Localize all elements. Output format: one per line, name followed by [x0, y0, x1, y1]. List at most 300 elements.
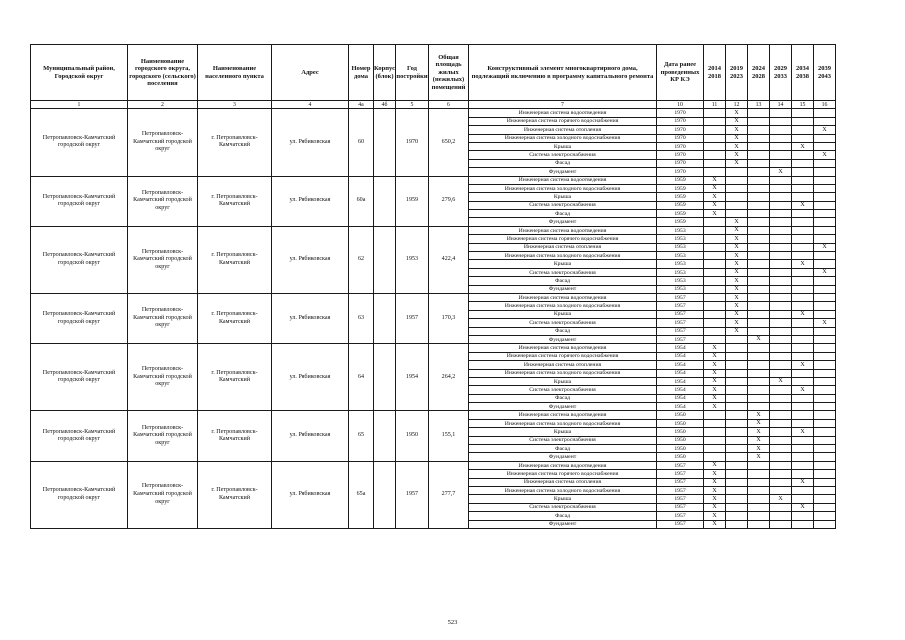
element-name-cell: Система электроснабжения — [469, 436, 657, 444]
period-mark-cell — [770, 193, 792, 201]
period-mark-cell — [770, 470, 792, 478]
header-period-2039: 2039 2043 — [814, 45, 836, 101]
period-mark-cell — [726, 520, 748, 528]
element-name-cell: Инженерная система холодного водоснабжения — [469, 134, 657, 142]
settlement-cell: Петропавловск-Камчатский городской округ — [128, 411, 198, 461]
period-mark-cell — [792, 495, 814, 503]
prev-date-cell: 1954 — [657, 344, 704, 352]
prev-date-cell: 1953 — [657, 260, 704, 268]
period-mark-cell — [792, 235, 814, 243]
period-mark-cell — [770, 520, 792, 528]
period-mark-cell — [792, 168, 814, 176]
element-name-cell: Инженерная система водоотведения — [469, 226, 657, 234]
period-mark-cell — [704, 126, 726, 134]
period-mark-cell: X — [704, 495, 726, 503]
period-mark-cell — [792, 327, 814, 335]
block-cell — [374, 461, 396, 528]
header-area: Общая площадь жилых (нежилых) помещений — [429, 45, 469, 101]
capital-repair-table — [30, 44, 836, 529]
house-number-cell: 60 — [349, 109, 374, 176]
period-mark-cell — [770, 352, 792, 360]
locality-cell: г. Петропавловск-Камчатский — [198, 226, 272, 293]
period-mark-cell — [792, 117, 814, 125]
period-mark-cell — [748, 210, 770, 218]
period-mark-cell — [704, 134, 726, 142]
period-mark-cell: X — [814, 151, 836, 159]
period-mark-cell — [814, 436, 836, 444]
period-mark-cell: X — [814, 319, 836, 327]
period-mark-cell — [770, 293, 792, 301]
period-mark-cell — [726, 436, 748, 444]
settlement-cell: Петропавловск-Камчатский городской округ — [128, 461, 198, 528]
period-mark-cell — [748, 142, 770, 150]
block-cell — [374, 344, 396, 411]
period-mark-cell — [770, 445, 792, 453]
period-mark-cell — [770, 344, 792, 352]
period-mark-cell — [726, 503, 748, 511]
column-number: 4а — [349, 101, 374, 109]
period-mark-cell — [726, 168, 748, 176]
header-period-2034: 2034 2038 — [792, 45, 814, 101]
block-cell — [374, 109, 396, 176]
period-mark-cell: X — [748, 411, 770, 419]
prev-date-cell: 1970 — [657, 168, 704, 176]
period-mark-cell — [792, 268, 814, 276]
period-mark-cell — [770, 117, 792, 125]
period-mark-cell: X — [726, 310, 748, 318]
period-mark-cell — [748, 252, 770, 260]
period-mark-cell — [748, 403, 770, 411]
period-mark-cell — [770, 369, 792, 377]
period-mark-cell — [792, 486, 814, 494]
element-name-cell: Инженерная система горячего водоснабжения — [469, 235, 657, 243]
period-mark-cell: X — [726, 268, 748, 276]
locality-cell: г. Петропавловск-Камчатский — [198, 109, 272, 176]
header-element: Конструктивный элемент многоквартирного дома, подлежащий включению в программу капитального ремонта — [469, 45, 657, 101]
period-mark-cell — [814, 503, 836, 511]
house-number-cell: 65а — [349, 461, 374, 528]
period-mark-cell: X — [704, 403, 726, 411]
element-name-cell: Фундамент — [469, 218, 657, 226]
element-name-cell: Система электроснабжения — [469, 503, 657, 511]
period-mark-cell — [748, 386, 770, 394]
period-mark-cell — [814, 235, 836, 243]
column-number: 2 — [128, 101, 198, 109]
table-row — [31, 176, 836, 184]
column-number: 3 — [198, 101, 272, 109]
period-mark-cell: X — [792, 260, 814, 268]
period-mark-cell — [748, 109, 770, 117]
period-mark-cell — [814, 386, 836, 394]
period-mark-cell — [814, 310, 836, 318]
house-number-cell: 62 — [349, 226, 374, 293]
prev-date-cell: 1953 — [657, 235, 704, 243]
period-mark-cell — [814, 159, 836, 167]
period-mark-cell — [748, 344, 770, 352]
column-number: 12 — [726, 101, 748, 109]
element-name-cell: Инженерная система водоотведения — [469, 293, 657, 301]
block-cell — [374, 176, 396, 226]
period-mark-cell: X — [704, 344, 726, 352]
period-mark-cell — [814, 201, 836, 209]
prev-date-cell: 1959 — [657, 218, 704, 226]
period-mark-cell — [704, 302, 726, 310]
period-mark-cell — [748, 168, 770, 176]
period-mark-cell — [704, 235, 726, 243]
period-mark-cell — [704, 285, 726, 293]
block-cell — [374, 293, 396, 343]
period-mark-cell — [748, 352, 770, 360]
element-name-cell: Инженерная система холодного водоснабжения — [469, 184, 657, 192]
element-name-cell: Фасад — [469, 327, 657, 335]
period-mark-cell — [814, 377, 836, 385]
period-mark-cell: X — [704, 520, 726, 528]
page-number: 523 — [447, 619, 458, 626]
period-mark-cell: X — [726, 302, 748, 310]
element-name-cell: Инженерная система горячего водоснабжения — [469, 352, 657, 360]
prev-date-cell: 1957 — [657, 327, 704, 335]
period-mark-cell — [792, 210, 814, 218]
column-number: 14 — [770, 101, 792, 109]
period-mark-cell — [726, 210, 748, 218]
period-mark-cell — [770, 386, 792, 394]
column-number: 4б — [374, 101, 396, 109]
element-name-cell: Инженерная система холодного водоснабжения — [469, 302, 657, 310]
period-mark-cell — [748, 377, 770, 385]
year-built-cell: 1959 — [396, 176, 429, 226]
district-cell: Петропавловск-Камчатский городской округ — [31, 344, 128, 411]
period-mark-cell — [792, 319, 814, 327]
period-mark-cell — [814, 344, 836, 352]
period-mark-cell — [748, 235, 770, 243]
period-mark-cell: X — [704, 478, 726, 486]
prev-date-cell: 1957 — [657, 302, 704, 310]
period-mark-cell — [726, 411, 748, 419]
prev-date-cell: 1950 — [657, 428, 704, 436]
period-mark-cell — [726, 361, 748, 369]
settlement-cell: Петропавловск-Камчатский городской округ — [128, 293, 198, 343]
period-mark-cell — [770, 210, 792, 218]
period-mark-cell: X — [704, 184, 726, 192]
element-name-cell: Инженерная система отопления — [469, 126, 657, 134]
period-mark-cell — [770, 285, 792, 293]
period-mark-cell: X — [726, 235, 748, 243]
address-cell: ул. Рябиковская — [272, 293, 349, 343]
prev-date-cell: 1959 — [657, 193, 704, 201]
period-mark-cell — [770, 243, 792, 251]
period-mark-cell — [814, 486, 836, 494]
house-number-cell: 60а — [349, 176, 374, 226]
period-mark-cell — [726, 352, 748, 360]
period-mark-cell — [770, 252, 792, 260]
prev-date-cell: 1954 — [657, 403, 704, 411]
table-row — [31, 461, 836, 469]
period-mark-cell: X — [748, 445, 770, 453]
period-mark-cell: X — [748, 419, 770, 427]
period-mark-cell — [814, 226, 836, 234]
period-mark-cell: X — [704, 193, 726, 201]
period-mark-cell: X — [704, 461, 726, 469]
element-name-cell: Фундамент — [469, 285, 657, 293]
period-mark-cell: X — [748, 436, 770, 444]
block-cell — [374, 226, 396, 293]
period-mark-cell: X — [726, 226, 748, 234]
element-name-cell: Инженерная система горячего водоснабжения — [469, 470, 657, 478]
period-mark-cell — [814, 252, 836, 260]
prev-date-cell: 1957 — [657, 478, 704, 486]
period-mark-cell — [770, 503, 792, 511]
block-cell — [374, 411, 396, 461]
period-mark-cell — [792, 277, 814, 285]
period-mark-cell — [704, 319, 726, 327]
prev-date-cell: 1957 — [657, 461, 704, 469]
locality-cell: г. Петропавловск-Камчатский — [198, 293, 272, 343]
table-header — [31, 45, 836, 109]
element-name-cell: Инженерная система отопления — [469, 478, 657, 486]
period-mark-cell — [748, 159, 770, 167]
header-prev-date: Дата ранее проведенных КР КЭ — [657, 45, 704, 101]
period-mark-cell — [814, 277, 836, 285]
address-cell: ул. Рябиковская — [272, 344, 349, 411]
period-mark-cell — [726, 478, 748, 486]
period-mark-cell — [792, 403, 814, 411]
period-mark-cell: X — [726, 142, 748, 150]
column-number: 11 — [704, 101, 726, 109]
prev-date-cell: 1959 — [657, 176, 704, 184]
column-number: 5 — [396, 101, 429, 109]
period-mark-cell: X — [704, 369, 726, 377]
year-built-cell: 1970 — [396, 109, 429, 176]
district-cell: Петропавловск-Камчатский городской округ — [31, 109, 128, 176]
period-mark-cell: X — [704, 176, 726, 184]
prev-date-cell: 1970 — [657, 117, 704, 125]
period-mark-cell — [792, 126, 814, 134]
period-mark-cell — [704, 142, 726, 150]
header-period-2014: 2014 2018 — [704, 45, 726, 101]
table-row — [31, 109, 836, 117]
period-mark-cell — [814, 184, 836, 192]
period-mark-cell — [704, 310, 726, 318]
prev-date-cell: 1970 — [657, 134, 704, 142]
period-mark-cell — [770, 478, 792, 486]
locality-cell: г. Петропавловск-Камчатский — [198, 461, 272, 528]
header-period-2019: 2019 2023 — [726, 45, 748, 101]
period-mark-cell — [748, 277, 770, 285]
period-mark-cell — [770, 335, 792, 343]
column-number: 13 — [748, 101, 770, 109]
period-mark-cell — [704, 117, 726, 125]
prev-date-cell: 1957 — [657, 520, 704, 528]
prev-date-cell: 1970 — [657, 126, 704, 134]
table-body — [31, 109, 836, 529]
period-mark-cell — [748, 226, 770, 234]
period-mark-cell: X — [704, 486, 726, 494]
period-mark-cell — [814, 293, 836, 301]
period-mark-cell: X — [704, 210, 726, 218]
period-mark-cell — [814, 428, 836, 436]
element-name-cell: Фундамент — [469, 168, 657, 176]
address-cell: ул. Рябиковская — [272, 461, 349, 528]
period-mark-cell — [814, 285, 836, 293]
period-mark-cell — [770, 226, 792, 234]
element-name-cell: Инженерная система холодного водоснабжения — [469, 419, 657, 427]
prev-date-cell: 1957 — [657, 335, 704, 343]
period-mark-cell — [814, 193, 836, 201]
period-mark-cell — [792, 344, 814, 352]
period-mark-cell — [704, 277, 726, 285]
period-mark-cell — [814, 142, 836, 150]
period-mark-cell — [814, 352, 836, 360]
period-mark-cell — [748, 218, 770, 226]
period-mark-cell: X — [748, 428, 770, 436]
year-built-cell: 1957 — [396, 293, 429, 343]
period-mark-cell — [814, 478, 836, 486]
period-mark-cell — [770, 277, 792, 285]
period-mark-cell — [704, 168, 726, 176]
period-mark-cell: X — [814, 126, 836, 134]
period-mark-cell: X — [726, 151, 748, 159]
period-mark-cell — [814, 419, 836, 427]
element-name-cell: Инженерная система горячего водоснабжения — [469, 117, 657, 125]
element-name-cell: Крыша — [469, 428, 657, 436]
period-mark-cell — [814, 176, 836, 184]
period-mark-cell — [726, 486, 748, 494]
period-mark-cell — [770, 201, 792, 209]
period-mark-cell — [770, 394, 792, 402]
address-cell: ул. Рябиковская — [272, 109, 349, 176]
period-mark-cell — [726, 453, 748, 461]
address-cell: ул. Рябиковская — [272, 226, 349, 293]
period-mark-cell: X — [792, 361, 814, 369]
period-mark-cell — [792, 419, 814, 427]
period-mark-cell: X — [704, 503, 726, 511]
prev-date-cell: 1953 — [657, 277, 704, 285]
period-mark-cell — [814, 168, 836, 176]
period-mark-cell — [792, 109, 814, 117]
element-name-cell: Фасад — [469, 445, 657, 453]
period-mark-cell — [704, 268, 726, 276]
column-number: 4 — [272, 101, 349, 109]
element-name-cell: Инженерная система отопления — [469, 361, 657, 369]
period-mark-cell — [792, 436, 814, 444]
area-cell: 264,2 — [429, 344, 469, 411]
period-mark-cell — [770, 235, 792, 243]
period-mark-cell: X — [726, 243, 748, 251]
period-mark-cell — [726, 445, 748, 453]
column-number: 15 — [792, 101, 814, 109]
period-mark-cell: X — [726, 319, 748, 327]
period-mark-cell: X — [704, 352, 726, 360]
period-mark-cell — [770, 436, 792, 444]
element-name-cell: Крыша — [469, 142, 657, 150]
period-mark-cell — [814, 403, 836, 411]
period-mark-cell — [748, 319, 770, 327]
period-mark-cell — [792, 369, 814, 377]
period-mark-cell — [748, 293, 770, 301]
period-mark-cell — [792, 184, 814, 192]
period-mark-cell: X — [792, 428, 814, 436]
prev-date-cell: 1957 — [657, 486, 704, 494]
period-mark-cell — [814, 210, 836, 218]
prev-date-cell: 1957 — [657, 310, 704, 318]
period-mark-cell — [770, 134, 792, 142]
settlement-cell: Петропавловск-Камчатский городской округ — [128, 344, 198, 411]
period-mark-cell — [748, 260, 770, 268]
prev-date-cell: 1953 — [657, 252, 704, 260]
period-mark-cell — [770, 411, 792, 419]
period-mark-cell — [726, 470, 748, 478]
period-mark-cell: X — [792, 503, 814, 511]
period-mark-cell: X — [726, 293, 748, 301]
element-name-cell: Инженерная система водоотведения — [469, 109, 657, 117]
element-name-cell: Система электроснабжения — [469, 151, 657, 159]
period-mark-cell: X — [792, 386, 814, 394]
period-mark-cell — [770, 361, 792, 369]
district-cell: Петропавловск-Камчатский городской округ — [31, 411, 128, 461]
period-mark-cell: X — [726, 109, 748, 117]
period-mark-cell — [770, 486, 792, 494]
prev-date-cell: 1953 — [657, 243, 704, 251]
period-mark-cell — [726, 201, 748, 209]
house-number-cell: 63 — [349, 293, 374, 343]
element-name-cell: Инженерная система холодного водоснабжения — [469, 252, 657, 260]
address-cell: ул. Рябиковская — [272, 411, 349, 461]
period-mark-cell — [748, 176, 770, 184]
element-name-cell: Крыша — [469, 310, 657, 318]
period-mark-cell — [748, 201, 770, 209]
period-mark-cell — [770, 260, 792, 268]
period-mark-cell — [748, 520, 770, 528]
period-mark-cell — [814, 520, 836, 528]
table-row — [31, 411, 836, 419]
prev-date-cell: 1950 — [657, 411, 704, 419]
locality-cell: г. Петропавловск-Камчатский — [198, 411, 272, 461]
period-mark-cell — [726, 495, 748, 503]
prev-date-cell: 1957 — [657, 512, 704, 520]
period-mark-cell — [792, 252, 814, 260]
period-mark-cell — [726, 461, 748, 469]
period-mark-cell — [792, 226, 814, 234]
header-locality: Наименование населенного пункта — [198, 45, 272, 101]
prev-date-cell: 1957 — [657, 495, 704, 503]
element-name-cell: Система электроснабжения — [469, 386, 657, 394]
area-cell: 170,3 — [429, 293, 469, 343]
period-mark-cell — [792, 411, 814, 419]
element-name-cell: Инженерная система холодного водоснабжения — [469, 486, 657, 494]
period-mark-cell — [770, 142, 792, 150]
period-mark-cell: X — [814, 243, 836, 251]
period-mark-cell — [792, 520, 814, 528]
period-mark-cell: X — [726, 159, 748, 167]
header-period-2024: 2024 2028 — [748, 45, 770, 101]
period-mark-cell — [792, 176, 814, 184]
table-row — [31, 344, 836, 352]
period-mark-cell — [792, 352, 814, 360]
area-cell: 279,6 — [429, 176, 469, 226]
period-mark-cell — [704, 419, 726, 427]
period-mark-cell — [792, 134, 814, 142]
header-row — [31, 45, 836, 101]
element-name-cell: Фасад — [469, 277, 657, 285]
period-mark-cell: X — [726, 134, 748, 142]
period-mark-cell — [770, 403, 792, 411]
period-mark-cell: X — [792, 310, 814, 318]
element-name-cell: Инженерная система отопления — [469, 243, 657, 251]
area-cell: 650,2 — [429, 109, 469, 176]
period-mark-cell: X — [726, 260, 748, 268]
period-mark-cell — [814, 327, 836, 335]
prev-date-cell: 1953 — [657, 226, 704, 234]
